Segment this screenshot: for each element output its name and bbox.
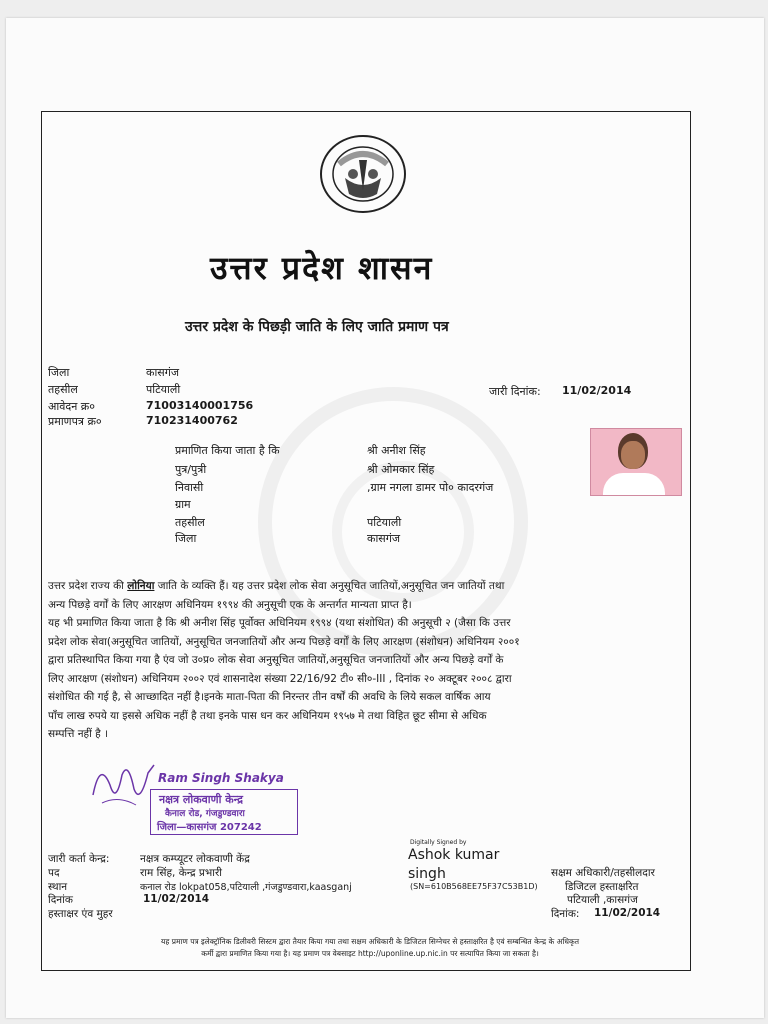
certificate-subtitle: उत्तर प्रदेश के पिछड़ी जाति के लिए जाति प्रमाण पत्र bbox=[185, 319, 449, 335]
applicant-photo bbox=[590, 428, 682, 496]
caste-name: लोनिया bbox=[127, 580, 155, 592]
authority-place: पटियाली ,कासगंज bbox=[567, 894, 638, 906]
body-line-9: सम्पत्ति नहीं है । bbox=[48, 728, 109, 740]
issuer-place-value: कनाल रोड lokpat058,पटियाली ,गंजडुण्डवारा,kaasganj bbox=[140, 882, 352, 893]
details-tehsil-value: पटियाली bbox=[367, 516, 402, 529]
page-title: उत्तर प्रदेश शासन bbox=[210, 249, 434, 287]
resident-value: ,ग्राम नगला डामर पो० कादरगंज bbox=[367, 481, 494, 494]
details-district-value: कासगंज bbox=[367, 532, 401, 545]
tehsil-label: तहसील bbox=[48, 383, 78, 396]
issue-date-value: 11/02/2014 bbox=[562, 384, 632, 397]
authority-signed: डिजिटल हस्ताक्षरित bbox=[565, 881, 639, 893]
up-government-emblem-icon bbox=[319, 134, 407, 214]
digital-signature-label: Digitally Signed by bbox=[410, 839, 467, 846]
body-line-6: लिए आरक्षण (संशोधन) अधिनियम २००२ एवं शासनादेश संख्या 22/16/92 टी० सी०-III , दिनांक २० अक्टूबर २००८ द्वारा bbox=[48, 672, 512, 685]
authority-title: सक्षम अधिकारी/तहसीलदार bbox=[551, 867, 655, 879]
body-line-4: प्रदेश लोक सेवा(अनुसूचित जातियों, अनुसूचित जनजातियों और अन्य पिछड़े वर्गों के लिए आरक्षण (संशोधन) अधिनियम २००१ bbox=[48, 635, 520, 648]
body-text bbox=[48, 577, 520, 744]
footer-line-1: यह प्रमाण पत्र इलेक्ट्रॉनिक डिलीवरी सिस्टम द्वारा तैयार किया गया तथा सक्षम अधिकारी के डिजिटल सिग्नेचर से हस्ताक्षरित है एवं सम्बन्धित केन्द्र के अधिकृत bbox=[160, 937, 580, 946]
details-district-label: जिला bbox=[175, 532, 197, 545]
resident-label: निवासी bbox=[175, 481, 204, 494]
stamp-line-2: कैनाल रोड, गंजडुण्डवारा bbox=[165, 809, 245, 819]
parent-label: पुत्र/पुत्री bbox=[175, 463, 207, 476]
certificate-number: 710231400762 bbox=[146, 414, 238, 427]
applicant-name: श्री अनीश सिंह bbox=[367, 444, 426, 457]
issuer-date-value: 11/02/2014 bbox=[143, 893, 210, 905]
issuer-date-label: दिनांक bbox=[48, 894, 73, 906]
footer-line-2: कर्मी द्वारा प्रमाणित किया गया है। यह प्रमाण पत्र वेबसाइट http://uponline.up.nic.in पर सत्यापित किया जा सकता है। bbox=[201, 949, 539, 958]
village-label: ग्राम bbox=[175, 498, 191, 511]
body-line-8: पाँच लाख रुपये या इससे अधिक नहीं है तथा इनके पास धन कर अधिनियम १९५७ मे तथा विहित छूट सीमा से अधिक bbox=[48, 709, 487, 722]
body-line-2: अन्य पिछड़े वर्गों के लिए आरक्षण अधिनियम १९९४ की अनुसूची एक के अन्तर्गत मान्यता प्राप्त है। bbox=[48, 598, 412, 611]
footer-note bbox=[60, 936, 680, 960]
centre-stamp bbox=[150, 771, 300, 833]
digital-signer-name-1: Ashok kumar bbox=[408, 847, 500, 863]
certify-label: प्रमाणित किया जाता है कि bbox=[175, 444, 280, 457]
body-line-3: यह भी प्रमाणित किया जाता है कि श्री अनीश सिंह पूर्वोक्त अधिनियम १९९४ (यथा संशोधित) की अनुसूची २ (जैसा कि उत्तर bbox=[48, 617, 511, 629]
tehsil-value: पटियाली bbox=[146, 383, 181, 396]
authority-date-label: दिनांक: bbox=[551, 908, 580, 920]
stamp-line-3: जिला—कासगंज 207242 bbox=[157, 822, 262, 833]
digital-signature-code: (SN=610B568EE75F37C53B1D) bbox=[410, 882, 538, 891]
application-number: 71003140001756 bbox=[146, 399, 254, 412]
district-value: कासगंज bbox=[146, 366, 180, 379]
body-line-1b: जाति के व्यक्ति हैं। यह उत्तर प्रदेश लोक सेवा अनुसूचित जातियों,अनुसूचित जन जातियों तथा bbox=[154, 580, 505, 592]
district-label: जिला bbox=[48, 366, 70, 379]
authority-date-value: 11/02/2014 bbox=[594, 907, 661, 919]
body-line-7: संशोधित की गई है, से आच्छादित नहीं है।इनके माता-पिता की निरन्तर तीन वर्षों की अवधि के लिये सकल वार्षिक आय bbox=[48, 691, 491, 703]
stamp-line-1: नक्षत्र लोकवाणी केन्द्र bbox=[159, 793, 243, 806]
application-label: आवेदन क्र० bbox=[48, 400, 95, 413]
issuer-centre-label: जारी कर्ता केन्द्र: bbox=[48, 853, 110, 865]
issue-date-label: जारी दिनांक: bbox=[489, 385, 541, 398]
issuer-place-label: स्थान bbox=[48, 881, 68, 893]
body-line-1a: उत्तर प्रदेश राज्य की bbox=[48, 580, 128, 592]
parent-name: श्री ओमकार सिंह bbox=[367, 463, 435, 476]
issuer-sign-label: हस्ताक्षर एंव मुहर bbox=[48, 908, 113, 920]
digital-signer-name-2: singh bbox=[408, 866, 446, 882]
details-tehsil-label: तहसील bbox=[175, 516, 205, 529]
issuer-centre-value: नक्षत्र कम्प्यूटर लोकवाणी केंद्र bbox=[140, 853, 250, 865]
issuer-post-label: पद bbox=[48, 867, 60, 879]
certificate-label: प्रमाणपत्र क्र० bbox=[48, 415, 102, 428]
stamp-name: Ram Singh Shakya bbox=[158, 771, 284, 785]
handwritten-signature bbox=[88, 755, 158, 815]
body-line-5: द्वारा प्रतिस्थापित किया गया है एंव जो उ०प्र० लोक सेवा अनुसूचित जातियों,अनुसूचित जनजातियों और अन्य पिछड़े वर्गों के bbox=[48, 654, 504, 666]
issuer-post-value: राम सिंह, केन्द्र प्रभारी bbox=[140, 867, 223, 879]
